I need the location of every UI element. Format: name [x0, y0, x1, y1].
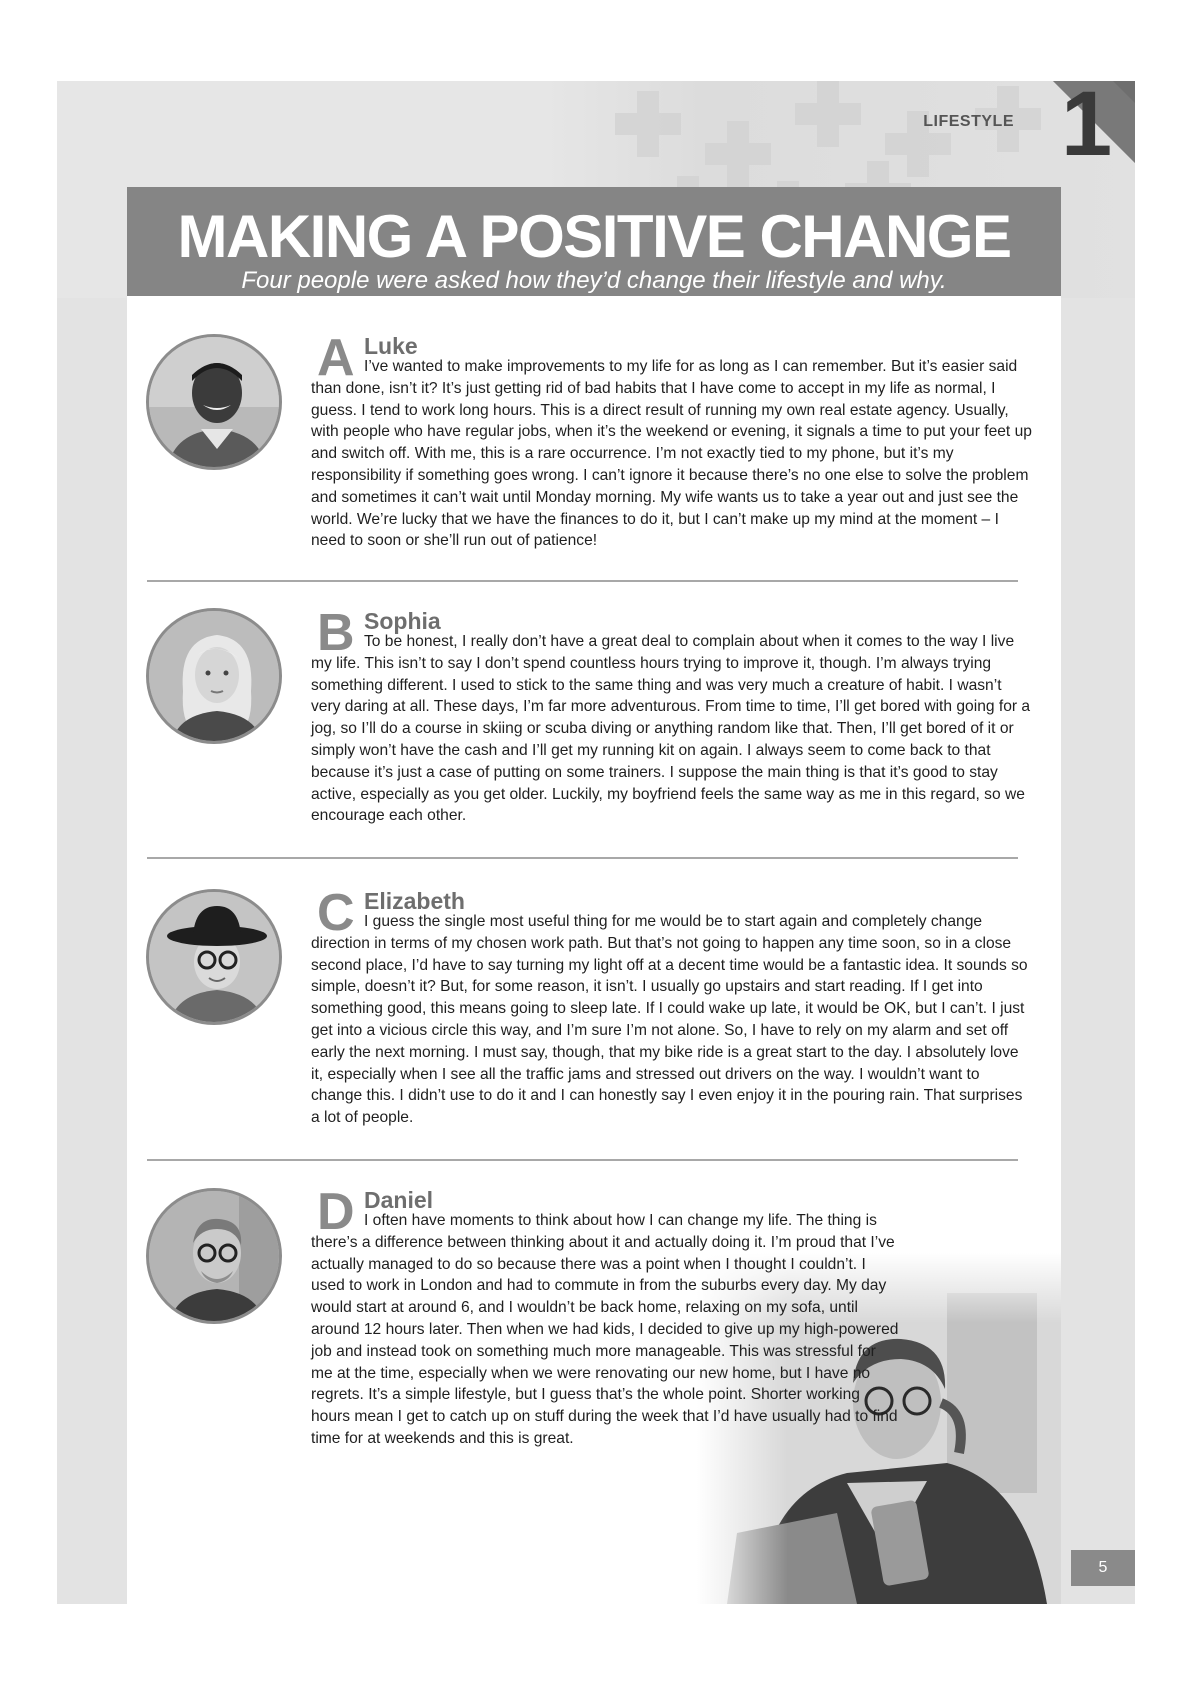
unit-number-tab	[1053, 81, 1135, 163]
entry-divider	[147, 857, 1018, 859]
avatar-elizabeth	[146, 889, 282, 1025]
entry-text: I’ve wanted to make improvements to my life for as long as I can remember. But it’s easier said than done, isn’t it? It’s just getting rid of bad habits that I have come to accept in my life as normal, I guess. I tend to work long hours. This is a direct result of running my own real estate agency. Usually, with people who have regular jobs, when it’s the weekend or evening, it signals a time to put your feet up and switch off. With me, this is a rare occurrence. I’m not exactly tied to my phone, but it’s my responsibility if something goes wrong. I can’t ignore it because there’s no one else to solve the problem and sometimes it can’t wait until Monday morning. My wife wants us to take a year out and just see the world. We’re lucky that we have the finances to do it, but I can’t make up my mind at the moment – I need to soon or she’ll run out of patience!	[311, 358, 1032, 550]
section-label: LIFESTYLE	[923, 113, 1014, 130]
entry-letter: B	[317, 604, 355, 662]
entry-text: I often have moments to think about how I can change my life. The thing is there’s a difference between thinking about it and actually doing it. I’m proud that I’ve actually managed to do so because there was a point when I thought I couldn’t. I used to work in London and had to commute in from the suburbs every day. My day would start at around 6, and I wouldn’t be back home, relaxing on my sofa, until around 12 hours later. Then when we had kids, I decided to give up my high-powered job and instead took on something much more manageable. This was stressful for me at the time, especially when we were renovating our new home, but I have no regrets. It’s a simple lifestyle, but I guess that’s the whole point. Shorter working hours mean I get to catch up on stuff during the week that I’d have usually had to find time for at weekends and this is great.	[311, 1212, 899, 1447]
entry-text: To be honest, I really don’t have a great deal to complain about when it comes to the way I live my life. This isn’t to say I don’t spend countless hours trying to improve it, though. I’m always trying something different. I used to stick to the same thing and was very much a creature of habit. I wasn’t very daring at all. These days, I’m far more adventurous. From time to time, I’ll get bored with going for a jog, so I’ll do a course in skiing or scuba diving or anything random like that. Then, I’ll get bored of it or simply won’t have the cash and I’ll get my running kit on again. I always seem to come back to that because it’s just a case of putting on some trainers. I suppose the main thing is that it’s good to stay active, especially as you get older. Luckily, my boyfriend feels the same way as me in this regard, so we encourage each other.	[311, 633, 1031, 825]
entry-name: Luke	[364, 333, 418, 359]
avatar-daniel	[146, 1188, 282, 1324]
page-title: MAKING A POSITIVE CHANGE	[177, 203, 1011, 270]
avatar-sophia	[146, 608, 282, 744]
entry-name: Sophia	[364, 608, 441, 634]
entry-text: I guess the single most useful thing for me would be to start again and completely change direction in terms of my chosen work path. But that’s not going to happen any time soon, so in a close second place, I’d have to say turning my light off at a decent time would be a fantastic idea. It sounds so simple, doesn’t it? But, for some reason, it isn’t. I usually go upstairs and start reading. If I get into something good, this means going to sleep late. If I could wake up late, it would be OK, but I can’t. I just get into a vicious circle this way, and I’m sure I’m not alone. So, I have to rely on my alarm and set off early the next morning. I must say, though, that my bike ride is a great start to the day. I absolutely love it, especially when I see all the traffic jams and stressed out drivers on the way. I wouldn’t want to change this. I didn’t use to do it and I can honestly say I even enjoy it in the pouring rain. That surprises a lot of people.	[311, 913, 1028, 1127]
page-subtitle: Four people were asked how they’d change their lifestyle and why.	[241, 267, 947, 294]
title-banner	[127, 187, 1061, 296]
entry-letter: C	[317, 884, 355, 942]
avatar-luke	[146, 334, 282, 470]
unit-number: 1	[1061, 81, 1113, 163]
entry-letter: D	[317, 1183, 355, 1241]
entry-name: Daniel	[364, 1187, 434, 1213]
page-number: 5	[1071, 1550, 1135, 1586]
entry-name: Elizabeth	[364, 888, 465, 914]
entry-divider	[147, 1159, 1018, 1161]
entry-divider	[147, 580, 1018, 582]
entry-letter: A	[317, 329, 355, 387]
